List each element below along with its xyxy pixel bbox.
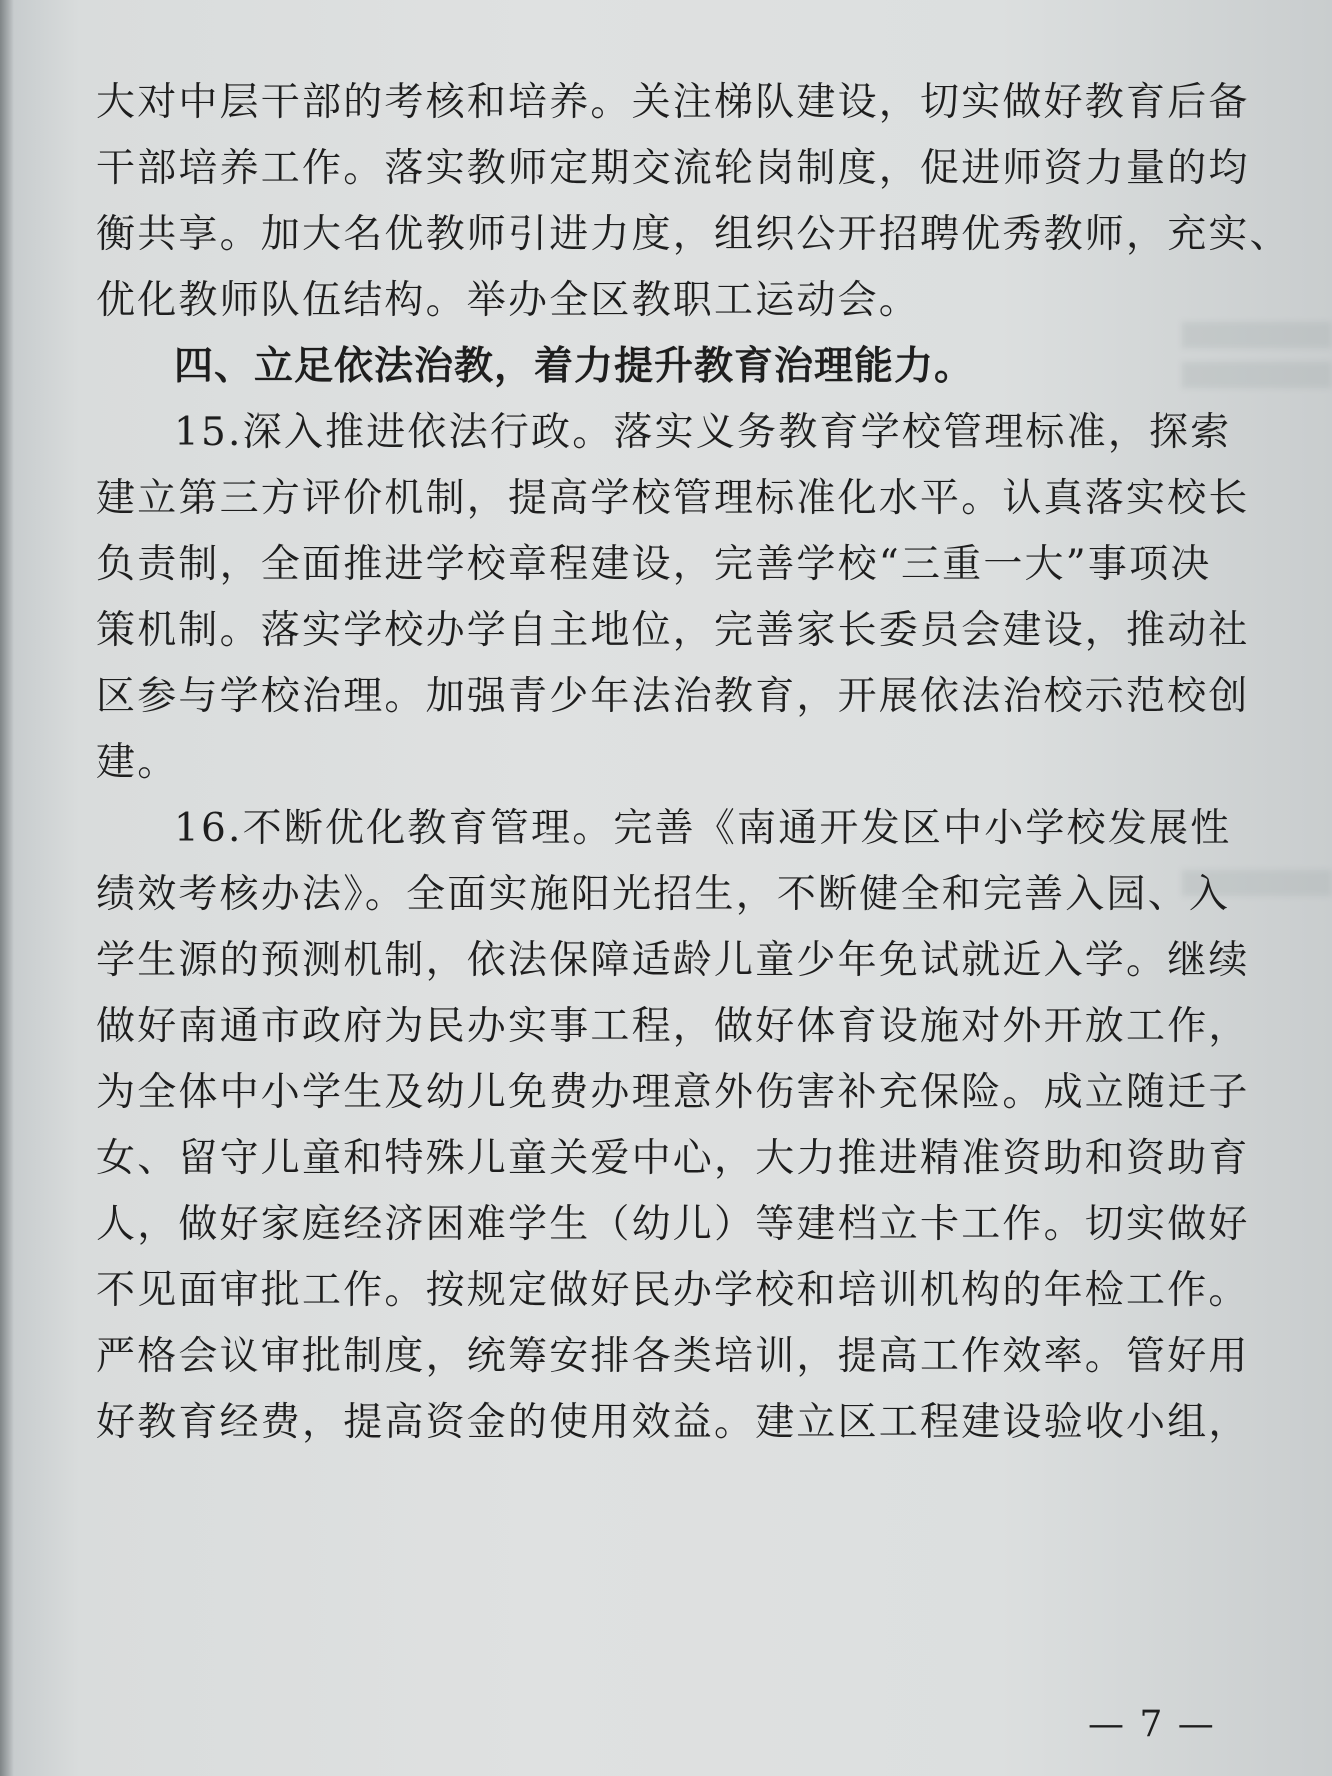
paragraph-line: 学生源的预测机制，依法保障适龄儿童少年免试就近入学。继续 (96, 938, 1250, 983)
page-number: — 7 — (1088, 1704, 1216, 1745)
paragraph-line: 大对中层干部的考核和培养。关注梯队建设，切实做好教育后备 (96, 80, 1250, 125)
paragraph-line: 严格会议审批制度，统筹安排各类培训，提高工作效率。管好用 (96, 1334, 1250, 1379)
section-heading: 四、立足依法治教，着力提升教育治理能力。 (174, 344, 975, 389)
paragraph-line: 女、留守儿童和特殊儿童关爱中心，大力推进精准资助和资助育 (96, 1136, 1250, 1181)
paragraph-line: 为全体中小学生及幼儿免费办理意外伤害补充保险。成立随迁子 (96, 1070, 1250, 1115)
paragraph-line: 策机制。落实学校办学自主地位，完善家长委员会建设，推动社 (96, 608, 1250, 653)
body-text (96, 70, 1291, 1456)
paragraph-line: 优化教师队伍结构。举办全区教职工运动会。 (96, 278, 921, 323)
page-left-edge (0, 0, 14, 1776)
item-15-first-line: 15.深入推进依法行政。落实义务教育学校管理标准，探索 (174, 410, 1232, 455)
paragraph-line: 做好南通市政府为民办实事工程，做好体育设施对外开放工作， (96, 1004, 1250, 1049)
paragraph-line: 好教育经费，提高资金的使用效益。建立区工程建设验收小组， (96, 1400, 1250, 1445)
paragraph-line: 不见面审批工作。按规定做好民办学校和培训机构的年检工作。 (96, 1268, 1250, 1313)
paragraph-line: 建。 (96, 740, 179, 785)
paragraph-line: 绩效考核办法》。全面实施阳光招生，不断健全和完善入园、入 (96, 872, 1231, 917)
item-16-first-line: 16.不断优化教育管理。完善《南通开发区中小学校发展性 (174, 806, 1232, 851)
paragraph-line: 人，做好家庭经济困难学生（幼儿）等建档立卡工作。切实做好 (96, 1202, 1250, 1247)
paragraph-line: 衡共享。加大名优教师引进力度，组织公开招聘优秀教师，充实、 (96, 212, 1291, 257)
paragraph-line: 建立第三方评价机制，提高学校管理标准化水平。认真落实校长 (96, 476, 1250, 521)
paragraph-line: 负责制，全面推进学校章程建设，完善学校“三重一大”事项决 (96, 542, 1212, 587)
paragraph-line: 区参与学校治理。加强青少年法治教育，开展依法治校示范校创 (96, 674, 1250, 719)
paragraph-line: 干部培养工作。落实教师定期交流轮岗制度，促进师资力量的均 (96, 146, 1250, 191)
